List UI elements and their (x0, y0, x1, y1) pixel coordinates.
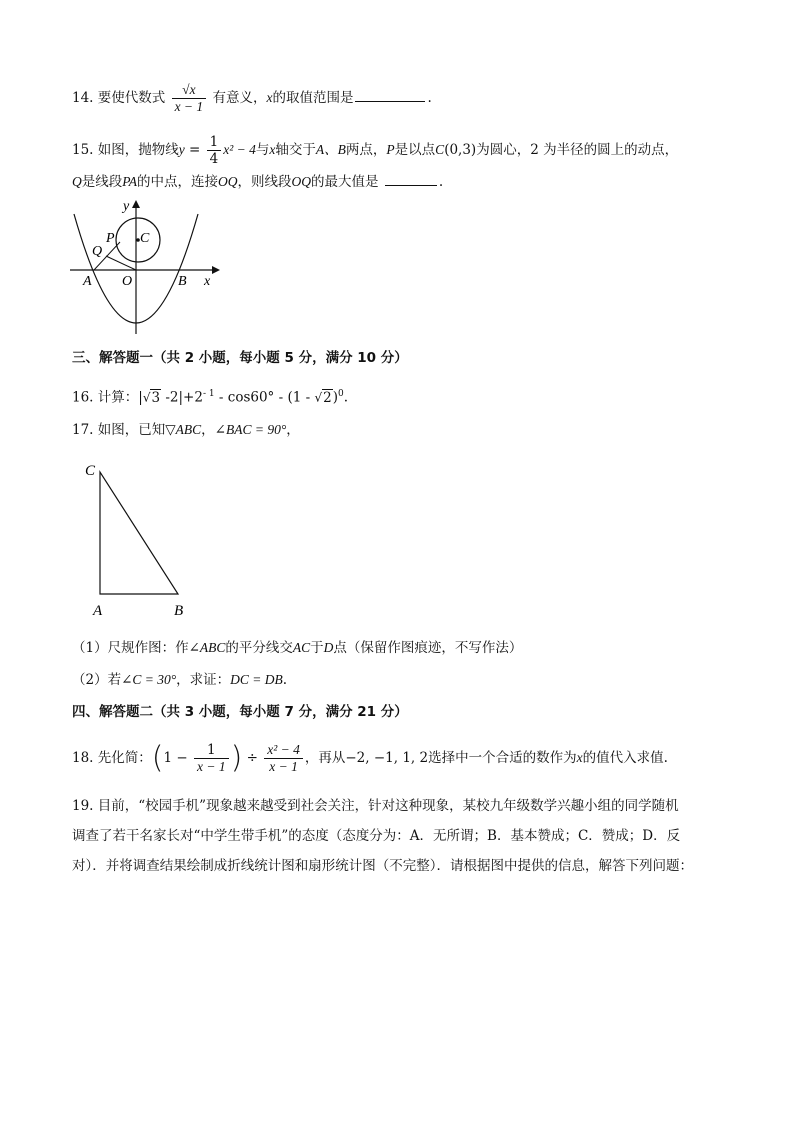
q17-triangle: ▽ABC (165, 422, 202, 437)
q18-f2-den: x − 1 (269, 759, 298, 774)
triangle-abc (100, 472, 178, 594)
q16-root-3: 3 (151, 389, 161, 406)
q18-f1-num: 1 (194, 742, 229, 759)
q15-text-h: 的中点，连接 (137, 174, 219, 190)
q17-p1-text-b: 的平分线交 (225, 640, 293, 656)
label-a: A (83, 274, 92, 289)
q16-root-2: 2 (323, 389, 332, 406)
label-a: A (93, 603, 103, 619)
q17-p2-equation: DC = DB (230, 672, 283, 687)
q16-exponent-0: 0 (337, 389, 344, 399)
q15-p: P (386, 142, 395, 157)
q15-c: C (435, 142, 445, 157)
label-c: C (140, 231, 150, 246)
q18-one: 1 − (163, 750, 192, 766)
q14-frac-num: √x (172, 82, 207, 99)
q17-p2-text-b: ，求证： (176, 672, 231, 688)
question-15-line-2 (72, 172, 443, 192)
q15-text-g: 是线段 (81, 174, 123, 190)
q17-p1-d: D (323, 640, 334, 655)
q15-text-a: 15. 如图，抛物线 (72, 142, 179, 158)
q18-f1-den: x − 1 (196, 759, 226, 774)
q15-text-c: 轴交于 (275, 142, 316, 158)
label-q: Q (92, 244, 103, 259)
label-y: y (123, 199, 130, 214)
q16-text-b: -2|+2 (161, 389, 203, 406)
q15-text-i: ，则线段 (237, 174, 292, 190)
question-17-part-2 (72, 670, 287, 690)
q17-p2-text-a: （2）若 (72, 672, 122, 688)
q14-frac-den: x − 1 (174, 99, 204, 114)
q14-end: . (427, 90, 432, 106)
question-19-line-1: 19. 目前，“校园手机”现象越来越受到社会关注，针对这种现象，某校九年级数学兴趣小组的同学随机 (72, 798, 679, 814)
label-b: B (174, 603, 184, 619)
q15-fraction (207, 134, 222, 167)
q14-fraction (172, 82, 207, 115)
q17-text-c: ， (286, 422, 300, 438)
q15-q: Q (72, 174, 82, 189)
q18-f2-num: x² − 4 (264, 742, 303, 759)
q17-p1-ac: AC (292, 640, 311, 655)
triangle-figure (84, 458, 196, 622)
question-19-line-3: 对）．并将调查结果绘制成折线统计图和扇形统计图（不完整）．请根据图中提供的信息，解答下列问题： (72, 858, 693, 874)
q15-eq-eq: = (184, 142, 205, 158)
q14-suffix-a: 有意义， (212, 90, 267, 106)
q18-fraction-2 (264, 742, 303, 775)
q14-answer-blank[interactable] (355, 89, 425, 102)
q15-eq-y: y (178, 142, 185, 157)
q17-p2-text-c: . (282, 672, 288, 688)
q17-text-a: 17. 如图，已知 (72, 422, 166, 438)
label-p: P (106, 231, 115, 246)
q18-divide: ÷ (242, 750, 263, 766)
q15-text-j: 的最大值是 (311, 174, 379, 190)
q17-text-b: ， (201, 422, 215, 438)
question-17-part-1 (72, 638, 522, 658)
q15-pa: PA (122, 174, 138, 189)
q15-frac-den: 4 (209, 151, 219, 167)
section-4-heading: 四、解答题二（共 3 小题，每小题 7 分，满分 21 分） (72, 704, 408, 720)
q17-p2-angle: ∠C = 30° (121, 672, 177, 687)
q15-ab: A、B (315, 142, 346, 157)
q15-text-b: 与 (255, 142, 270, 158)
q18-text-a: 18. 先化简： (72, 750, 152, 766)
q16-exponent: - 1 (202, 389, 215, 399)
q18-list: −2, −1, 1, 2 (345, 750, 429, 766)
question-15-line-1 (72, 134, 678, 167)
q18-x: x (576, 750, 583, 765)
question-19-line-2: 调查了若干名家长对“中学生带手机”的态度（态度分为：A．无所谓；B．基本赞成；C．赞成；D．反 (72, 828, 681, 844)
y-axis-arrow (132, 200, 140, 208)
q16-text-a: 16. 计算：| (72, 389, 143, 406)
q17-p1-text-a: （1）尺规作图：作 (72, 640, 189, 656)
label-x: x (204, 274, 211, 289)
q17-p1-text-e: 点（保留作图痕迹，不写作法） (333, 640, 523, 656)
q15-text-d: 两点， (345, 142, 387, 158)
q17-p1-angle: ∠ABC (188, 640, 226, 655)
q16-text-c: - cos60° - (1 - (214, 389, 315, 406)
label-b: B (178, 274, 187, 289)
q15-eq-rest: x² − 4 (223, 142, 256, 157)
q17-angle: ∠BAC = 90° (214, 422, 287, 437)
q15-oq-2: OQ (291, 174, 312, 189)
q14-suffix-b: 的取值范围是 (272, 90, 354, 106)
question-18: 18. 先化简：(1 − $\frac{1}{x - 1}$ ) ÷ $\frac{\text{x² − 4}}{x - 1}$ ，再从−2, −1, 1, 2选择中一个合适的数作为x的值代入求值. (72, 740, 668, 776)
question-16: 16. 计算：|√3 $-2|+2^{- 1} - \cos 60^\circ - (1 - √2)^0$. (72, 389, 349, 406)
q17-p1-text-c: 于 (310, 640, 324, 656)
q15-x: x (269, 142, 276, 157)
q15-answer-blank[interactable] (385, 173, 437, 186)
label-c: C (85, 463, 96, 479)
q18-text-b: ，再从 (304, 750, 346, 766)
q15-coord: (0,3) (444, 142, 477, 158)
q18-text-c: 选择中一个合适的数作为 (428, 750, 577, 766)
section-3-heading: 三、解答题一（共 2 小题，每小题 5 分，满分 10 分） (72, 350, 408, 366)
question-17 (72, 420, 300, 440)
q15-oq: OQ (218, 174, 238, 189)
q15-end: . (438, 174, 444, 190)
question-14 (72, 82, 432, 115)
segment-oq (106, 256, 136, 270)
q15-text-e: 是以点 (394, 142, 436, 158)
q16-text-d: ) (332, 389, 338, 406)
q18-fraction-1 (194, 742, 229, 775)
q14-var: x (266, 90, 273, 105)
q15-text-f: 为圆心，2 为半径的圆上的动点， (476, 142, 679, 158)
q14-prefix: 14. 要使代数式 (72, 90, 166, 106)
q18-text-d: 的值代入求值. (582, 750, 668, 766)
label-o: O (122, 274, 133, 289)
q15-frac-num: 1 (207, 134, 222, 151)
x-axis-arrow (212, 266, 220, 274)
parabola-figure (66, 196, 226, 338)
q16-text-e: . (343, 389, 349, 406)
